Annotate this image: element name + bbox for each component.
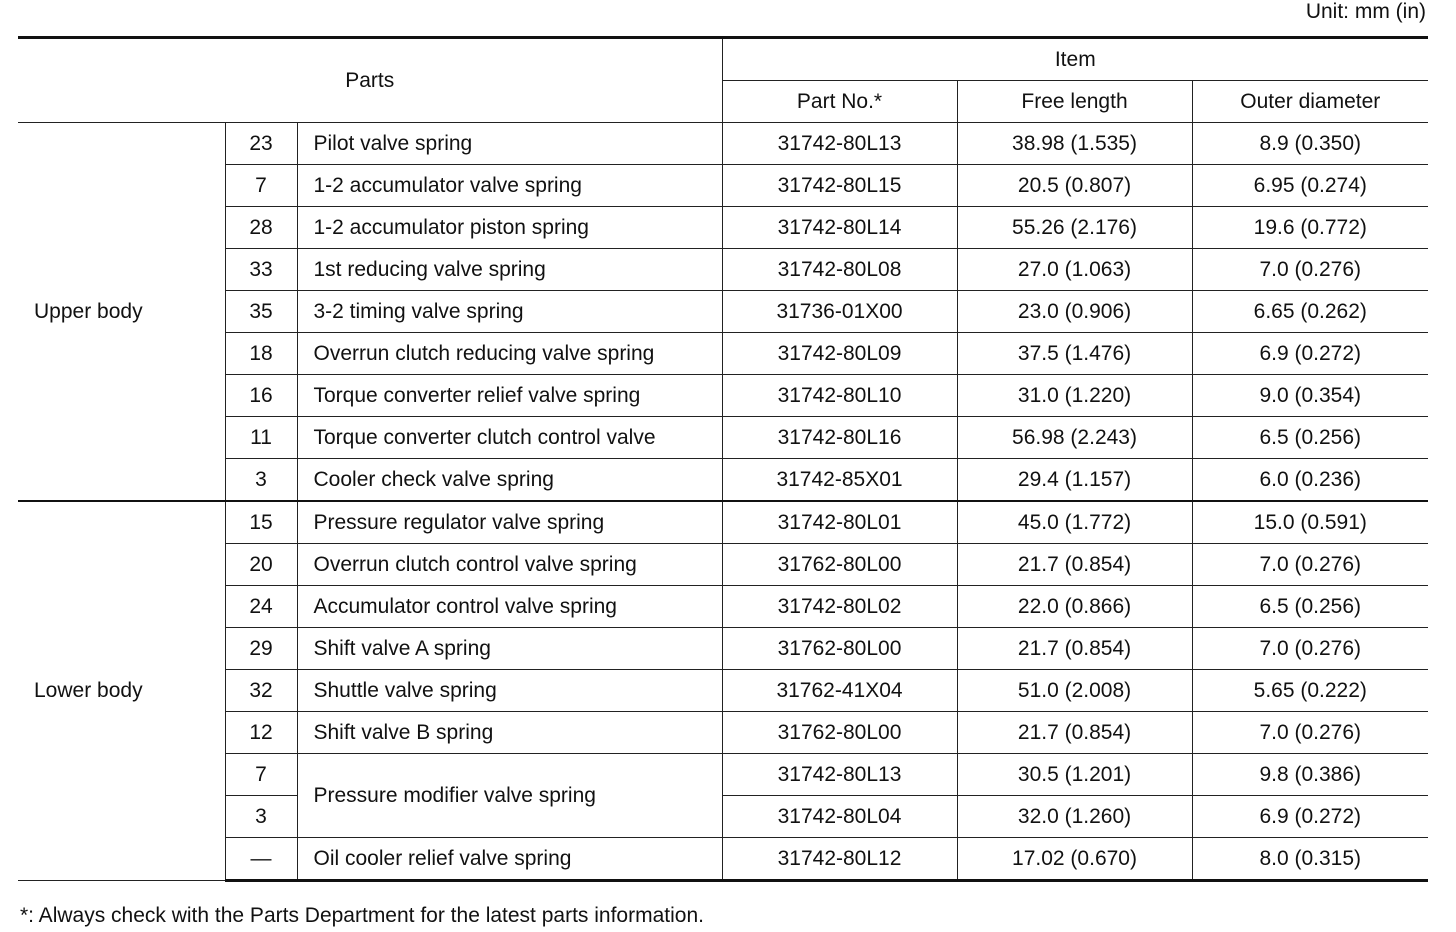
part-number: 31742-80L02 bbox=[722, 586, 957, 628]
free-length: 31.0 (1.220) bbox=[957, 375, 1192, 417]
part-name: Overrun clutch control valve spring bbox=[297, 544, 722, 586]
header-parts: Parts bbox=[18, 38, 722, 123]
part-number: 31742-80L13 bbox=[722, 123, 957, 165]
table-row bbox=[18, 333, 1428, 375]
table-row bbox=[18, 375, 1428, 417]
header-free-length: Free length bbox=[957, 81, 1192, 123]
row-number: 3 bbox=[225, 796, 297, 838]
part-number: 31742-80L04 bbox=[722, 796, 957, 838]
free-length: 17.02 (0.670) bbox=[957, 838, 1192, 881]
table-row bbox=[18, 165, 1428, 207]
part-number: 31742-80L09 bbox=[722, 333, 957, 375]
part-name: Pressure modifier valve spring bbox=[297, 754, 722, 838]
row-number: 23 bbox=[225, 123, 297, 165]
outer-diameter: 19.6 (0.772) bbox=[1192, 207, 1428, 249]
part-number: 31736-01X00 bbox=[722, 291, 957, 333]
outer-diameter: 7.0 (0.276) bbox=[1192, 712, 1428, 754]
row-number: 7 bbox=[225, 754, 297, 796]
part-number: 31742-80L13 bbox=[722, 754, 957, 796]
spring-spec-table bbox=[18, 36, 1428, 882]
row-number: 11 bbox=[225, 417, 297, 459]
row-number: 24 bbox=[225, 586, 297, 628]
part-name: 3-2 timing valve spring bbox=[297, 291, 722, 333]
row-number: 32 bbox=[225, 670, 297, 712]
part-number: 31742-80L15 bbox=[722, 165, 957, 207]
part-number: 31762-41X04 bbox=[722, 670, 957, 712]
part-name: Accumulator control valve spring bbox=[297, 586, 722, 628]
table-row bbox=[18, 544, 1428, 586]
table-row bbox=[18, 501, 1428, 544]
free-length: 21.7 (0.854) bbox=[957, 628, 1192, 670]
free-length: 21.7 (0.854) bbox=[957, 544, 1192, 586]
outer-diameter: 6.9 (0.272) bbox=[1192, 796, 1428, 838]
part-number: 31742-80L14 bbox=[722, 207, 957, 249]
outer-diameter: 15.0 (0.591) bbox=[1192, 501, 1428, 544]
outer-diameter: 9.8 (0.386) bbox=[1192, 754, 1428, 796]
outer-diameter: 6.5 (0.256) bbox=[1192, 417, 1428, 459]
outer-diameter: 7.0 (0.276) bbox=[1192, 249, 1428, 291]
part-number: 31742-80L10 bbox=[722, 375, 957, 417]
unit-label: Unit: mm (in) bbox=[1305, 0, 1426, 23]
free-length: 23.0 (0.906) bbox=[957, 291, 1192, 333]
part-name: 1st reducing valve spring bbox=[297, 249, 722, 291]
row-number: 28 bbox=[225, 207, 297, 249]
free-length: 30.5 (1.201) bbox=[957, 754, 1192, 796]
row-number: 33 bbox=[225, 249, 297, 291]
header-part-no: Part No.* bbox=[722, 81, 957, 123]
part-number: 31742-80L12 bbox=[722, 838, 957, 881]
outer-diameter: 7.0 (0.276) bbox=[1192, 544, 1428, 586]
outer-diameter: 8.0 (0.315) bbox=[1192, 838, 1428, 881]
part-name: Oil cooler relief valve spring bbox=[297, 838, 722, 881]
table-row bbox=[18, 123, 1428, 165]
table-row bbox=[18, 796, 1428, 838]
part-name: 1-2 accumulator valve spring bbox=[297, 165, 722, 207]
free-length: 45.0 (1.772) bbox=[957, 501, 1192, 544]
header-row-top bbox=[18, 38, 1428, 81]
outer-diameter: 6.9 (0.272) bbox=[1192, 333, 1428, 375]
part-name: Torque converter relief valve spring bbox=[297, 375, 722, 417]
part-number: 31762-80L00 bbox=[722, 628, 957, 670]
row-number: 16 bbox=[225, 375, 297, 417]
free-length: 27.0 (1.063) bbox=[957, 249, 1192, 291]
outer-diameter: 6.95 (0.274) bbox=[1192, 165, 1428, 207]
outer-diameter: 7.0 (0.276) bbox=[1192, 628, 1428, 670]
outer-diameter: 9.0 (0.354) bbox=[1192, 375, 1428, 417]
free-length: 20.5 (0.807) bbox=[957, 165, 1192, 207]
part-number: 31742-85X01 bbox=[722, 459, 957, 502]
row-number: 12 bbox=[225, 712, 297, 754]
group-label-upper: Upper body bbox=[18, 123, 225, 502]
part-name: Pressure regulator valve spring bbox=[297, 501, 722, 544]
row-number: 29 bbox=[225, 628, 297, 670]
header-item: Item bbox=[722, 38, 1428, 81]
part-name: Cooler check valve spring bbox=[297, 459, 722, 502]
free-length: 29.4 (1.157) bbox=[957, 459, 1192, 502]
row-number: 3 bbox=[225, 459, 297, 502]
footnote: *: Always check with the Parts Department for the latest parts information. bbox=[20, 904, 704, 927]
table-row bbox=[18, 417, 1428, 459]
outer-diameter: 5.65 (0.222) bbox=[1192, 670, 1428, 712]
row-number: 18 bbox=[225, 333, 297, 375]
part-name: Pilot valve spring bbox=[297, 123, 722, 165]
free-length: 55.26 (2.176) bbox=[957, 207, 1192, 249]
table-row bbox=[18, 628, 1428, 670]
part-name: Torque converter clutch control valve bbox=[297, 417, 722, 459]
outer-diameter: 6.0 (0.236) bbox=[1192, 459, 1428, 502]
part-number: 31762-80L00 bbox=[722, 712, 957, 754]
free-length: 32.0 (1.260) bbox=[957, 796, 1192, 838]
part-name: Shift valve A spring bbox=[297, 628, 722, 670]
table-row bbox=[18, 670, 1428, 712]
table-row bbox=[18, 207, 1428, 249]
outer-diameter: 6.65 (0.262) bbox=[1192, 291, 1428, 333]
part-number: 31742-80L16 bbox=[722, 417, 957, 459]
group-label-lower: Lower body bbox=[18, 501, 225, 881]
part-number: 31742-80L08 bbox=[722, 249, 957, 291]
part-name: Overrun clutch reducing valve spring bbox=[297, 333, 722, 375]
free-length: 56.98 (2.243) bbox=[957, 417, 1192, 459]
free-length: 22.0 (0.866) bbox=[957, 586, 1192, 628]
table-row bbox=[18, 712, 1428, 754]
table-row bbox=[18, 459, 1428, 502]
header-outer-diameter: Outer diameter bbox=[1192, 81, 1428, 123]
part-number: 31762-80L00 bbox=[722, 544, 957, 586]
table-row bbox=[18, 838, 1428, 881]
table-row bbox=[18, 754, 1428, 796]
part-name: Shuttle valve spring bbox=[297, 670, 722, 712]
free-length: 21.7 (0.854) bbox=[957, 712, 1192, 754]
row-number: 15 bbox=[225, 501, 297, 544]
row-number: 7 bbox=[225, 165, 297, 207]
table-row bbox=[18, 249, 1428, 291]
outer-diameter: 8.9 (0.350) bbox=[1192, 123, 1428, 165]
table-row bbox=[18, 291, 1428, 333]
row-number: 20 bbox=[225, 544, 297, 586]
free-length: 51.0 (2.008) bbox=[957, 670, 1192, 712]
part-name: 1-2 accumulator piston spring bbox=[297, 207, 722, 249]
free-length: 37.5 (1.476) bbox=[957, 333, 1192, 375]
row-number: — bbox=[225, 838, 297, 881]
part-name: Shift valve B spring bbox=[297, 712, 722, 754]
free-length: 38.98 (1.535) bbox=[957, 123, 1192, 165]
part-number: 31742-80L01 bbox=[722, 501, 957, 544]
outer-diameter: 6.5 (0.256) bbox=[1192, 586, 1428, 628]
row-number: 35 bbox=[225, 291, 297, 333]
table-row bbox=[18, 586, 1428, 628]
